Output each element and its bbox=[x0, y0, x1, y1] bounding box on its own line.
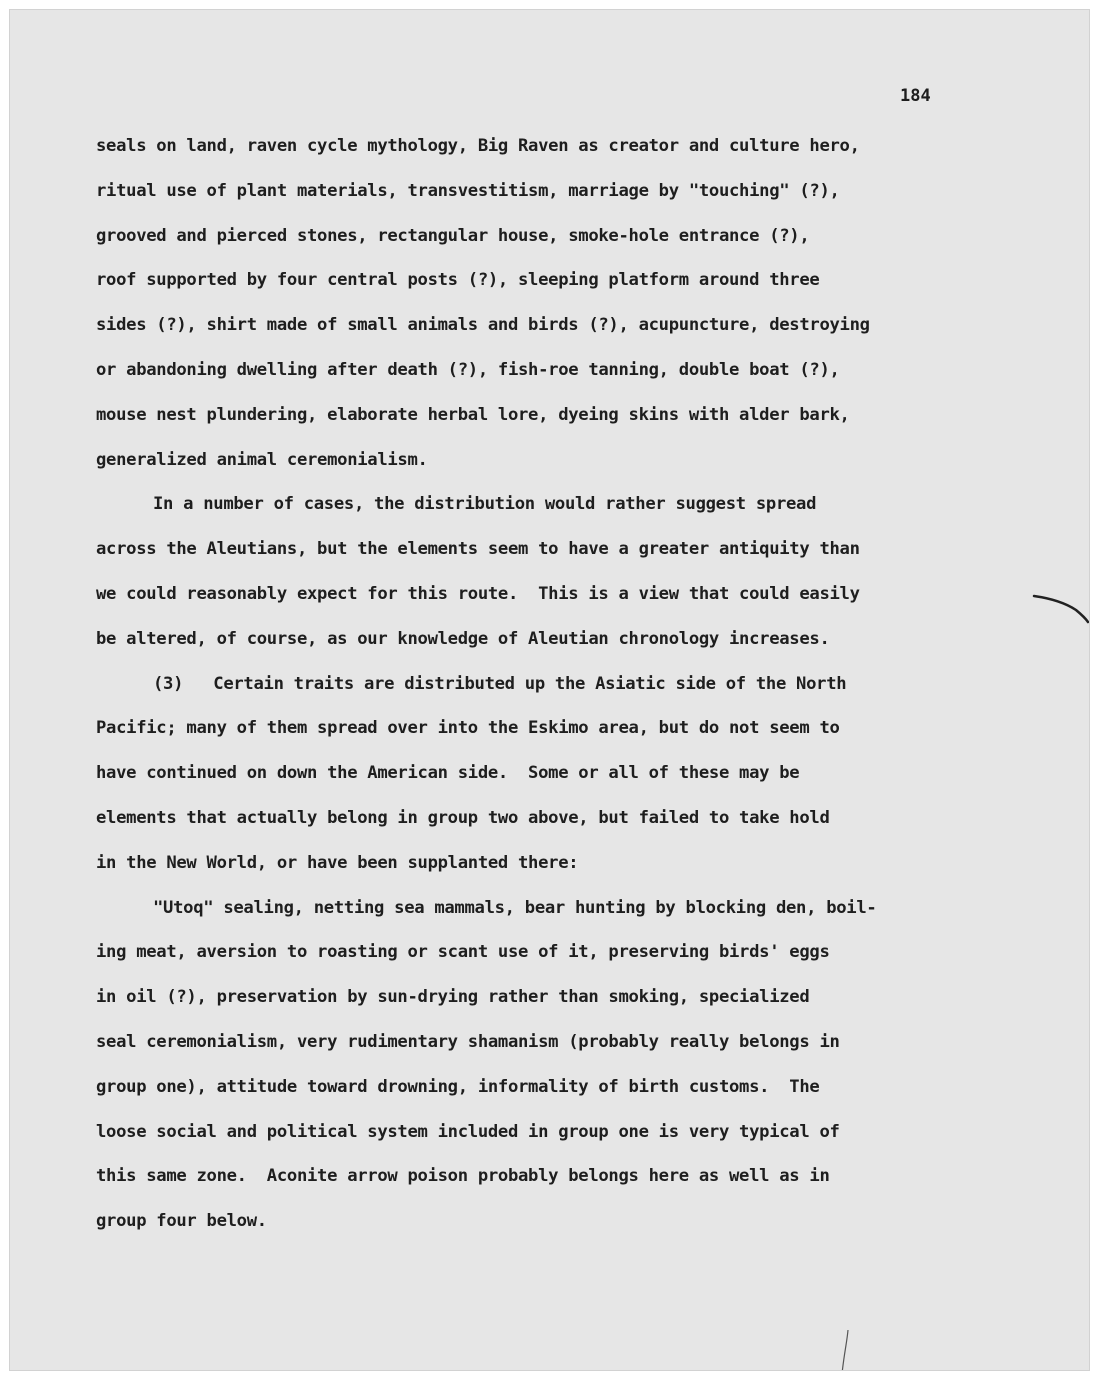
text-line: elements that actually belong in group two above, but failed to take hold bbox=[96, 807, 830, 828]
text-line: group one), attitude toward drowning, informality of birth customs. The bbox=[96, 1076, 820, 1097]
page-number: 184 bbox=[900, 86, 931, 106]
text-line: roof supported by four central posts (?), sleeping platform around three bbox=[96, 270, 820, 291]
text-line: loose social and political system included in group one is very typical of bbox=[96, 1121, 840, 1142]
body-text bbox=[96, 124, 1056, 1244]
margin-pen-mark bbox=[1030, 588, 1090, 628]
edge-scratch-mark bbox=[836, 1328, 856, 1371]
text-line: grooved and pierced stones, rectangular house, smoke-hole entrance (?), bbox=[96, 225, 810, 246]
text-line: we could reasonably expect for this route. This is a view that could easily bbox=[96, 583, 860, 604]
text-line: across the Aleutians, but the elements seem to have a greater antiquity than bbox=[96, 539, 860, 560]
text-line: or abandoning dwelling after death (?), fish-roe tanning, double boat (?), bbox=[96, 359, 840, 380]
text-line: be altered, of course, as our knowledge of Aleutian chronology increases. bbox=[96, 628, 830, 649]
text-line: this same zone. Aconite arrow poison probably belongs here as well as in bbox=[96, 1166, 830, 1187]
document-page bbox=[9, 9, 1090, 1371]
text-line: in the New World, or have been supplanted there: bbox=[96, 852, 579, 873]
text-line: in oil (?), preservation by sun-drying rather than smoking, specialized bbox=[96, 987, 810, 1008]
text-line: ritual use of plant materials, transvestitism, marriage by "touching" (?), bbox=[96, 180, 840, 201]
paragraph-start-line: (3) Certain traits are distributed up the Asiatic side of the North bbox=[153, 673, 847, 694]
paragraph-start-line: In a number of cases, the distribution would rather suggest spread bbox=[153, 494, 817, 515]
paragraph-start-line: "Utoq" sealing, netting sea mammals, bear hunting by blocking den, boil- bbox=[153, 897, 877, 918]
text-line: ing meat, aversion to roasting or scant use of it, preserving birds' eggs bbox=[96, 942, 830, 963]
text-line: have continued on down the American side. Some or all of these may be bbox=[96, 763, 800, 784]
text-line: mouse nest plundering, elaborate herbal lore, dyeing skins with alder bark, bbox=[96, 404, 850, 425]
text-line: seal ceremonialism, very rudimentary shamanism (probably really belongs in bbox=[96, 1031, 840, 1052]
text-line: group four below. bbox=[96, 1211, 267, 1232]
text-line: generalized animal ceremonialism. bbox=[96, 449, 428, 470]
text-line: sides (?), shirt made of small animals and birds (?), acupuncture, destroying bbox=[96, 315, 870, 336]
text-line: Pacific; many of them spread over into the Eskimo area, but do not seem to bbox=[96, 718, 840, 739]
text-line: seals on land, raven cycle mythology, Big Raven as creator and culture hero, bbox=[96, 136, 860, 156]
